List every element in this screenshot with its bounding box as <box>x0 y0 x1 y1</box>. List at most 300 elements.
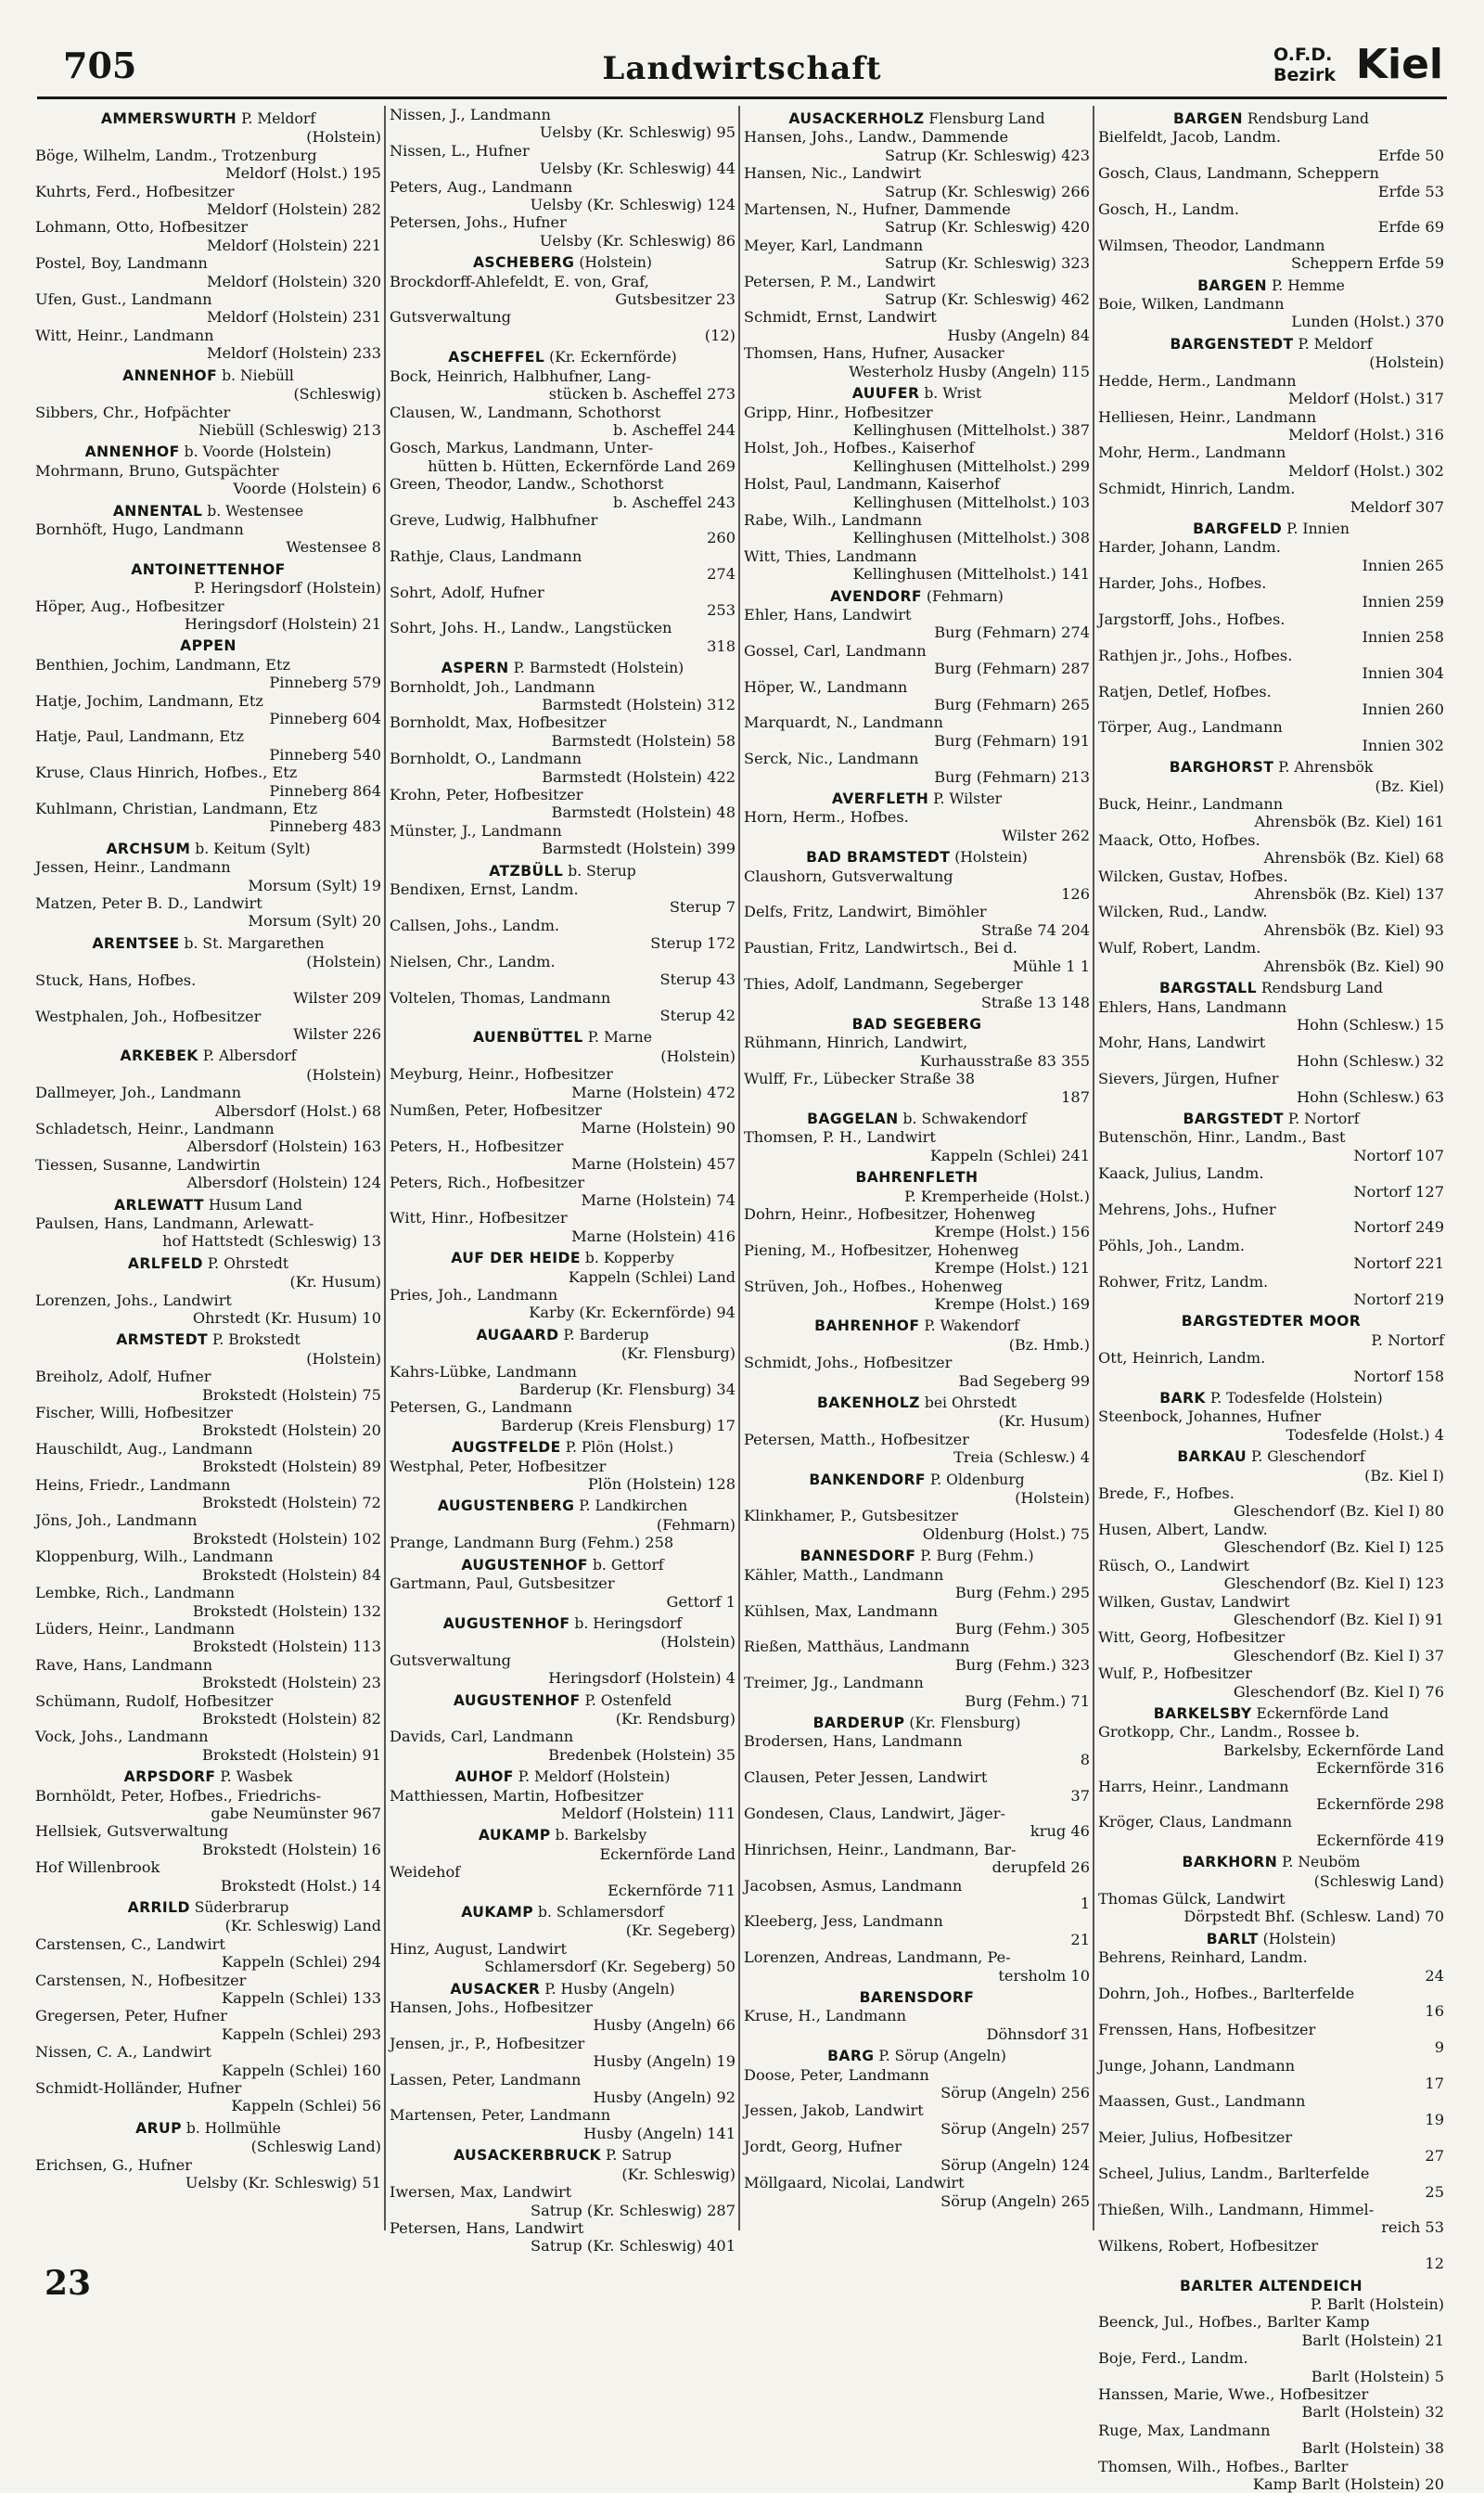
entry-name: Clausen, Peter Jessen, Landwirt <box>744 1768 988 1787</box>
entry-name: Witt, Thies, Landmann <box>744 546 917 565</box>
directory-entry <box>1098 164 1444 200</box>
entry-name: Meier, Julius, Hofbesitzer <box>1098 2128 1293 2147</box>
entry-location-phone: Brokstedt (Holstein) 132 <box>192 1601 381 1620</box>
place-postal-info: b. Heringsdorf <box>569 1614 683 1632</box>
entry-location-phone: Meldorf (Holst.) 317 <box>1288 390 1444 408</box>
place-heading <box>744 849 1090 867</box>
place-name: AUUFER <box>851 385 920 403</box>
directory-entry <box>744 678 1090 714</box>
place-postal-info: P. Marne <box>582 1029 652 1047</box>
entry-location-phone: Brokstedt (Holst.) 14 <box>221 1876 381 1895</box>
directory-entry <box>390 547 736 584</box>
place-name: ARKEBEK <box>120 1047 198 1065</box>
entry-location-phone: derupfeld 26 <box>991 1858 1090 1877</box>
place-name: ARMSTEDT <box>116 1331 209 1349</box>
directory-entry <box>1098 1034 1444 1070</box>
directory-entry <box>744 404 1090 440</box>
entry-location-phone: Schlamersdorf (Kr. Segeberg) 50 <box>484 1958 736 1976</box>
place-name: ASCHEFFEL <box>448 349 545 366</box>
entry-name: Gondesen, Claus, Landwirt, Jäger- <box>744 1804 1005 1822</box>
entry-name: Davids, Carl, Landmann <box>390 1728 574 1746</box>
place-heading <box>1098 1448 1444 1466</box>
directory-entry <box>390 2219 736 2255</box>
entry-location-phone: Brokstedt (Holstein) 113 <box>192 1638 381 1656</box>
entry-location-phone: Eckernförde 316 <box>1316 1759 1444 1778</box>
place-name: AMMERSWURTH <box>100 110 237 127</box>
directory-entry <box>390 475 736 511</box>
entry-location-phone: 1 <box>1080 1895 1090 1912</box>
entry-location-phone: Ahrensbök (Bz. Kiel) 137 <box>1254 885 1444 904</box>
entry-location-phone: Westensee 8 <box>286 538 381 557</box>
entry-location-phone: Pinneberg 864 <box>269 781 381 800</box>
entry-location-phone: Wilster 226 <box>293 1024 381 1043</box>
entry-name: Holst, Paul, Landmann, Kaiserhof <box>744 475 1000 494</box>
place-heading <box>35 2120 381 2138</box>
entry-location-phone: Kellinghusen (Mittelholst.) 387 <box>852 420 1090 439</box>
directory-entry <box>35 254 381 290</box>
place-subheading: (Holstein) <box>306 953 381 971</box>
entry-name: Grotkopp, Chr., Landm., Rossee b. <box>1098 1723 1361 1741</box>
entry-location-phone: Gleschendorf (Bz. Kiel I) 76 <box>1233 1682 1444 1701</box>
place-heading <box>35 1047 381 1065</box>
place-name: AUGSTFELDE <box>451 1439 561 1457</box>
place-name: BARDERUP <box>812 1714 905 1731</box>
directory-entry <box>390 786 736 822</box>
entry-location-phone: Westerholz Husby (Angeln) 115 <box>849 362 1090 380</box>
directory-entry <box>35 858 381 894</box>
entry-name: Carstensen, N., Hofbesitzer <box>35 1971 247 1989</box>
place-postal-info: b. Westensee <box>202 502 304 520</box>
entry-location-phone: Erfde 50 <box>1377 146 1444 164</box>
directory-entry <box>390 1787 736 1823</box>
entry-name: Lassen, Peter, Landmann <box>390 2070 582 2088</box>
place-subheading: P. Barlt (Holstein) <box>1311 2294 1444 2313</box>
entry-name: Heins, Friedr., Landmann <box>35 1475 231 1494</box>
entry-name: Bornhöft, Hugo, Landmann <box>35 520 244 538</box>
entry-name: Helliesen, Heinr., Landmann <box>1098 407 1317 426</box>
entry-name: Serck, Nic., Landmann <box>744 750 919 768</box>
place-name: BARKAU <box>1177 1448 1247 1466</box>
directory-entry <box>390 106 736 142</box>
place-heading <box>1098 336 1444 353</box>
directory-entry <box>390 619 736 655</box>
place-postal-info: (Holstein) <box>574 254 653 272</box>
entry-location-phone: Meldorf (Holst.) 195 <box>225 164 381 183</box>
place-heading <box>35 367 381 385</box>
entry-name: Thies, Adolf, Landmann, Segeberger <box>744 975 1023 994</box>
place-postal-info: P. Ohrstedt <box>202 1254 289 1272</box>
entry-name: Matzen, Peter B. D., Landwirt <box>35 894 262 913</box>
entry-name: Harder, Johann, Landm. <box>1098 538 1281 557</box>
entry-location-phone: 27 <box>1425 2146 1444 2165</box>
directory-entry <box>35 1858 381 1895</box>
entry-location-phone: 126 <box>1061 885 1090 904</box>
place-postal-info: b. Hollmühle <box>181 2119 281 2137</box>
entry-location-phone: Hohn (Schlesw.) 32 <box>1297 1051 1444 1070</box>
directory-entry <box>744 1948 1090 1985</box>
directory-entry <box>744 2007 1090 2043</box>
page-title: Landwirtschaft <box>602 50 882 87</box>
directory-entry <box>35 327 381 363</box>
entry-name: Bock, Heinrich, Halbhufner, Lang- <box>390 366 651 385</box>
place-name: ASCHEBERG <box>472 254 575 272</box>
entry-location-phone: Kurhausstraße 83 355 <box>919 1051 1090 1070</box>
entry-name: Thomas Gülck, Landwirt <box>1098 1890 1286 1908</box>
directory-entry <box>744 939 1090 975</box>
entry-name: Schmidt, Johs., Hofbesitzer <box>744 1354 953 1372</box>
place-heading <box>390 1768 736 1786</box>
entry-name: Peters, Rich., Hofbesitzer <box>390 1173 585 1191</box>
district-city: Kiel <box>1355 41 1443 88</box>
entry-name: Hedde, Herm., Landmann <box>1098 371 1297 390</box>
footer-number: 23 <box>45 2264 92 2303</box>
entry-location-phone: Sterup 43 <box>659 970 736 989</box>
directory-entry <box>744 903 1090 939</box>
place-name: AUKAMP <box>461 1904 534 1921</box>
entry-name: Petersen, Johs., Hufner <box>390 213 567 232</box>
entry-name: Bendixen, Ernst, Landm. <box>390 880 579 899</box>
entry-location-phone: Brokstedt (Holstein) 82 <box>201 1709 381 1728</box>
directory-entry <box>744 2174 1090 2210</box>
place-name: BARGEN <box>1173 110 1243 127</box>
entry-name: Dohrn, Heinr., Hofbesitzer, Hohenweg <box>744 1204 1036 1223</box>
entry-location-phone: Wilster 209 <box>293 989 381 1008</box>
place-name: ATZBÜLL <box>489 862 564 880</box>
directory-entry <box>390 2106 736 2142</box>
entry-name: Maack, Otto, Hofbes. <box>1098 830 1260 849</box>
entry-name: Witt, Hinr., Hofbesitzer <box>390 1209 568 1227</box>
directory-entry <box>390 1728 736 1764</box>
directory-entry <box>744 2066 1090 2102</box>
entry-location-phone: Husby (Angeln) 141 <box>583 2124 736 2142</box>
place-name: AUHOF <box>454 1768 514 1786</box>
directory-entry <box>744 439 1090 475</box>
place-heading <box>35 561 381 579</box>
directory-entry <box>35 2079 381 2115</box>
place-postal-info: P. Nortorf <box>1283 1110 1360 1127</box>
entry-name: Jargstorff, Johs., Hofbes. <box>1098 610 1286 628</box>
directory-entry <box>390 439 736 475</box>
place-name: BAGGELAN <box>807 1110 899 1127</box>
entry-location-phone: Marne (Holstein) 416 <box>571 1227 736 1245</box>
entry-location-phone: Brokstedt (Holstein) 102 <box>192 1529 381 1548</box>
entry-location-phone: Barmstedt (Holstein) 422 <box>542 767 736 786</box>
place-name: BAHRENHOF <box>814 1317 920 1335</box>
entry-location-phone: Kappeln (Schlei) 241 <box>930 1146 1090 1164</box>
entry-location-phone: Brokstedt (Holstein) 84 <box>201 1565 381 1584</box>
entry-name: Thomsen, Wilh., Hofbes., Barlter <box>1098 2457 1349 2475</box>
entry-location-phone: 274 <box>707 565 736 584</box>
entry-location-phone: Kellinghusen (Mittelholst.) 299 <box>852 456 1090 475</box>
directory-entry <box>744 1034 1090 1070</box>
place-subheading: (Schleswig Land) <box>250 2138 381 2156</box>
entry-name: Sohrt, Adolf, Hufner <box>390 583 544 601</box>
directory-entry <box>390 2183 736 2219</box>
entry-location-phone: Albersdorf (Holstein) 124 <box>186 1174 381 1192</box>
place-subheading: (Kr. Schleswig) <box>621 2165 736 2183</box>
place-subheading: (Kr. Segeberg) <box>625 1921 736 1940</box>
directory-entry <box>744 1205 1090 1241</box>
entry-name: Krohn, Peter, Hofbesitzer <box>390 786 583 804</box>
entry-name: Gosch, Claus, Landmann, Scheppern <box>1098 164 1379 183</box>
entry-location-phone: Gutsbesitzer 23 <box>615 290 736 309</box>
entry-name: Hanssen, Marie, Wwe., Hofbesitzer <box>1098 2384 1369 2403</box>
entry-location-phone: Barmstedt (Holstein) 48 <box>551 803 736 822</box>
entry-location-phone: Barderup (Kr. Flensburg) 34 <box>518 1381 736 1399</box>
directory-entry <box>35 1656 381 1692</box>
directory-column-2 <box>390 106 736 2255</box>
directory-entry <box>1098 443 1444 480</box>
entry-name: Thießen, Wilh., Landmann, Himmel- <box>1098 2200 1375 2218</box>
entry-location-phone: Satrup (Kr. Schleswig) 423 <box>885 146 1090 164</box>
directory-entry <box>1098 718 1444 754</box>
place-name: BARLT <box>1206 1930 1259 1947</box>
directory-entry <box>35 2156 381 2192</box>
place-name: AUF DER HEIDE <box>451 1250 581 1267</box>
entry-location-phone: Treia (Schlesw.) 4 <box>953 1448 1090 1467</box>
directory-entry <box>1098 1237 1444 1273</box>
place-name: ARLEWATT <box>114 1196 204 1214</box>
directory-entry <box>390 584 736 620</box>
place-name: AUGUSTENHOF <box>453 1691 581 1709</box>
entry-name: Green, Theodor, Landw., Schothorst <box>390 475 664 494</box>
directory-entry <box>390 1940 736 1976</box>
entry-location-phone: Marne (Holstein) 90 <box>581 1119 736 1137</box>
entry-location-phone: Kellinghusen (Mittelholst.) 141 <box>852 565 1090 584</box>
directory-entry <box>1098 1985 1444 2021</box>
place-heading <box>35 503 381 520</box>
entry-name: Erichsen, G., Hufner <box>35 2155 192 2174</box>
directory-entry <box>1098 1521 1444 1557</box>
entry-name: Gossel, Carl, Landmann <box>744 641 927 660</box>
entry-name: Brede, F., Hofbes. <box>1098 1484 1235 1503</box>
entry-location-phone: Innien 302 <box>1362 736 1444 754</box>
place-name: AUKAMP <box>478 1827 551 1844</box>
directory-entry <box>744 1877 1090 1913</box>
entry-name: Sievers, Jürgen, Hufner <box>1098 1070 1279 1088</box>
place-subheading: (Holstein) <box>660 1047 736 1065</box>
place-heading <box>390 1327 736 1344</box>
entry-name: Kuhrts, Ferd., Hofbesitzer <box>35 182 235 200</box>
entry-name: Callsen, Johs., Landm. <box>390 916 560 934</box>
place-name: ARLFELD <box>127 1254 203 1272</box>
directory-entry <box>35 1084 381 1120</box>
entry-name: Harrs, Heinr., Landmann <box>1098 1777 1289 1795</box>
place-name: BAKENHOLZ <box>816 1394 920 1412</box>
entry-name: Sibbers, Chr., Hofpächter <box>35 403 231 421</box>
directory-entry <box>744 200 1090 237</box>
entry-name: Möllgaard, Nicolai, Landwirt <box>744 2174 965 2192</box>
directory-entry <box>744 511 1090 547</box>
entry-location-phone: 37 <box>1070 1786 1090 1805</box>
entry-location-phone: Sterup 42 <box>659 1006 736 1024</box>
entry-location-phone: Gleschendorf (Bz. Kiel I) 37 <box>1233 1646 1444 1664</box>
entry-name: Wilcken, Rud., Landw. <box>1098 903 1268 921</box>
entry-name: Dallmeyer, Joh., Landmann <box>35 1084 242 1102</box>
place-postal-info: b. Wrist <box>919 385 982 403</box>
directory-entry <box>35 894 381 931</box>
directory-entry <box>744 237 1090 273</box>
entry-location-phone: tersholm 10 <box>998 1966 1090 1985</box>
place-name: ARUP <box>135 2119 182 2137</box>
place-name: BARKELSBY <box>1153 1704 1252 1722</box>
directory-entry <box>1098 1664 1444 1701</box>
place-name: BANKENDORF <box>809 1471 926 1488</box>
entry-name: Boje, Ferd., Landm. <box>1098 2349 1248 2368</box>
entry-name: Hansen, Johs., Hofbesitzer <box>390 1998 593 2017</box>
entry-location-phone: Barmstedt (Holstein) 58 <box>551 731 736 750</box>
entry-location-phone: Burg (Fehmarn) 191 <box>934 731 1090 750</box>
entry-location-phone: Eckernförde 419 <box>1316 1831 1444 1849</box>
entry-name: Lüders, Heinr., Landmann <box>35 1619 236 1638</box>
entry-location-phone: 8 <box>1080 1750 1090 1768</box>
entry-name: Wilcken, Gustav, Hofbes. <box>1098 867 1288 885</box>
place-heading <box>35 1899 381 1917</box>
directory-entry <box>390 1458 736 1494</box>
directory-entry <box>744 1805 1090 1841</box>
directory-entry <box>390 1574 736 1611</box>
entry-location-phone: Uelsby (Kr. Schleswig) 51 <box>185 2174 381 2192</box>
place-subheading: (Holstein) <box>660 1633 736 1651</box>
entry-location-phone: 9 <box>1434 2038 1444 2057</box>
district-label <box>1273 45 1336 85</box>
entry-location-phone: Ahrensbök (Bz. Kiel) 161 <box>1254 813 1444 831</box>
directory-entry <box>1098 1349 1444 1385</box>
directory-entry <box>1098 939 1444 975</box>
directory-entry <box>390 880 736 917</box>
entry-location-phone: Hohn (Schlesw.) 15 <box>1297 1015 1444 1034</box>
place-postal-info: (Kr. Flensburg) <box>904 1714 1021 1731</box>
entry-location-phone: Meldorf (Holstein) 231 <box>206 308 381 327</box>
entry-location-phone: Kellinghusen (Mittelholst.) 103 <box>852 493 1090 511</box>
entry-location-phone: gabe Neumünster 967 <box>211 1804 381 1822</box>
directory-entry <box>1098 1628 1444 1664</box>
place-postal-info: P. Albersdorf <box>198 1047 297 1065</box>
entry-location-phone: Eckernförde 298 <box>1316 1794 1444 1813</box>
entry-location-phone: Satrup (Kr. Schleswig) 420 <box>885 218 1090 237</box>
entry-location-phone: Satrup (Kr. Schleswig) 462 <box>885 290 1090 309</box>
directory-entry <box>35 1728 381 1764</box>
place-postal-info: P. Innien <box>1282 520 1350 537</box>
entry-location-phone: Nortorf 221 <box>1353 1254 1444 1273</box>
entry-location-phone: Brokstedt (Holstein) 89 <box>201 1458 381 1476</box>
directory-entry <box>744 2138 1090 2174</box>
entry-location-phone: Uelsby (Kr. Schleswig) 95 <box>539 123 736 142</box>
place-name: BARGFELD <box>1193 520 1283 537</box>
entry-location-phone: Marne (Holstein) 457 <box>571 1155 736 1174</box>
place-heading <box>744 1989 1090 2007</box>
place-name: BAD BRAMSTEDT <box>806 849 951 867</box>
entry-name: Nissen, L., Hufner <box>390 141 530 160</box>
place-postal-info: (Fehmarn) <box>921 587 1004 605</box>
directory-entry <box>35 656 381 692</box>
place-postal-info: P. Ahrensbök <box>1273 759 1374 777</box>
entry-location-phone: Ahrensbök (Bz. Kiel) 93 <box>1263 920 1444 939</box>
entry-name: Jacobsen, Asmus, Landmann <box>744 1876 963 1895</box>
directory-entry <box>1098 2313 1444 2349</box>
entry-location-phone: Innien 265 <box>1362 556 1444 574</box>
entry-location-phone: 19 <box>1425 2110 1444 2128</box>
entry-location-phone: 21 <box>1070 1930 1090 1948</box>
place-name: BARKHORN <box>1182 1854 1278 1871</box>
place-postal-info: P. Satrup <box>601 2147 672 2165</box>
place-postal-info: b. Kopperby <box>580 1250 674 1267</box>
entry-name: Gutsverwaltung <box>390 1651 512 1669</box>
place-name: BARGEN <box>1197 276 1268 294</box>
place-postal-info: P. Wasbek <box>215 1768 293 1786</box>
entry-location-phone: 17 <box>1425 2075 1444 2093</box>
entry-name: Hellsiek, Gutsverwaltung <box>35 1822 229 1841</box>
place-name: BARG <box>827 2048 875 2065</box>
place-name: ARRILD <box>127 1899 190 1916</box>
place-heading <box>390 863 736 880</box>
directory-entry <box>35 1511 381 1548</box>
directory-entry <box>390 2071 736 2107</box>
directory-entry <box>744 808 1090 844</box>
entry-location-phone: Erfde 53 <box>1377 182 1444 200</box>
entry-name: Kleeberg, Jess, Landmann <box>744 1912 943 1931</box>
entry-name: Gutsverwaltung <box>390 308 512 327</box>
entry-name: Greve, Ludwig, Halbhufner <box>390 510 598 529</box>
entry-location-phone: Meldorf (Holstein) 221 <box>206 236 381 254</box>
entry-name: Martensen, Peter, Landmann <box>390 2106 611 2125</box>
directory-entry <box>390 989 736 1025</box>
directory-entry <box>744 1241 1090 1278</box>
entry-name: Harder, Johs., Hofbes. <box>1098 574 1267 593</box>
directory-entry <box>744 713 1090 750</box>
entry-name: Schümann, Rudolf, Hofbesitzer <box>35 1691 274 1710</box>
entry-name: Voltelen, Thomas, Landmann <box>390 988 611 1007</box>
place-name: AVERFLETH <box>831 790 929 808</box>
place-name: BARK <box>1159 1390 1206 1407</box>
directory-entry <box>35 218 381 254</box>
place-heading <box>744 110 1090 128</box>
place-name: ANNENTAL <box>112 502 203 520</box>
place-postal-info: b. Voorde (Holstein) <box>179 443 332 461</box>
directory-entry <box>35 1404 381 1440</box>
entry-name: Peters, Aug., Landmann <box>390 177 573 196</box>
directory-entry <box>35 1584 381 1620</box>
directory-entry <box>744 164 1090 200</box>
entry-location-phone: Meldorf (Holstein) 233 <box>206 344 381 363</box>
place-heading <box>390 1557 736 1574</box>
place-heading <box>35 1255 381 1273</box>
directory-entry <box>744 128 1090 164</box>
entry-name: Hof Willenbrook <box>35 1858 160 1877</box>
place-heading <box>744 1317 1090 1335</box>
place-postal-info: P. Meldorf <box>1293 335 1373 353</box>
place-heading <box>390 1029 736 1047</box>
entry-location-phone: Dörpstedt Bhf. (Schlesw. Land) 70 <box>1183 1908 1444 1926</box>
entry-location-phone: Sörup (Angeln) 256 <box>940 2084 1090 2102</box>
entry-name: Hatje, Jochim, Landmann, Etz <box>35 691 263 710</box>
directory-entry <box>35 2043 381 2079</box>
entry-name: Hauschildt, Aug., Landmann <box>35 1439 253 1458</box>
place-postal-info: P. Meldorf (Holstein) <box>513 1768 671 1786</box>
directory-entry <box>35 1214 381 1251</box>
place-heading <box>744 1111 1090 1128</box>
place-postal-info: P. Wakendorf <box>919 1317 1019 1335</box>
entry-name: Lorenzen, Andreas, Landmann, Pe- <box>744 1948 1011 1967</box>
place-name: ARENTSEE <box>92 934 180 952</box>
entry-name: Horn, Herm., Hofbes. <box>744 808 909 827</box>
entry-name: Petersen, Matth., Hofbesitzer <box>744 1430 969 1448</box>
entry-location-phone: 260 <box>707 529 736 547</box>
entry-location-phone: Lunden (Holst.) 370 <box>1291 313 1444 331</box>
place-heading <box>744 385 1090 403</box>
place-postal-info: Süderbrarup <box>189 1899 289 1916</box>
entry-name: Nielsen, Chr., Landm. <box>390 952 556 970</box>
